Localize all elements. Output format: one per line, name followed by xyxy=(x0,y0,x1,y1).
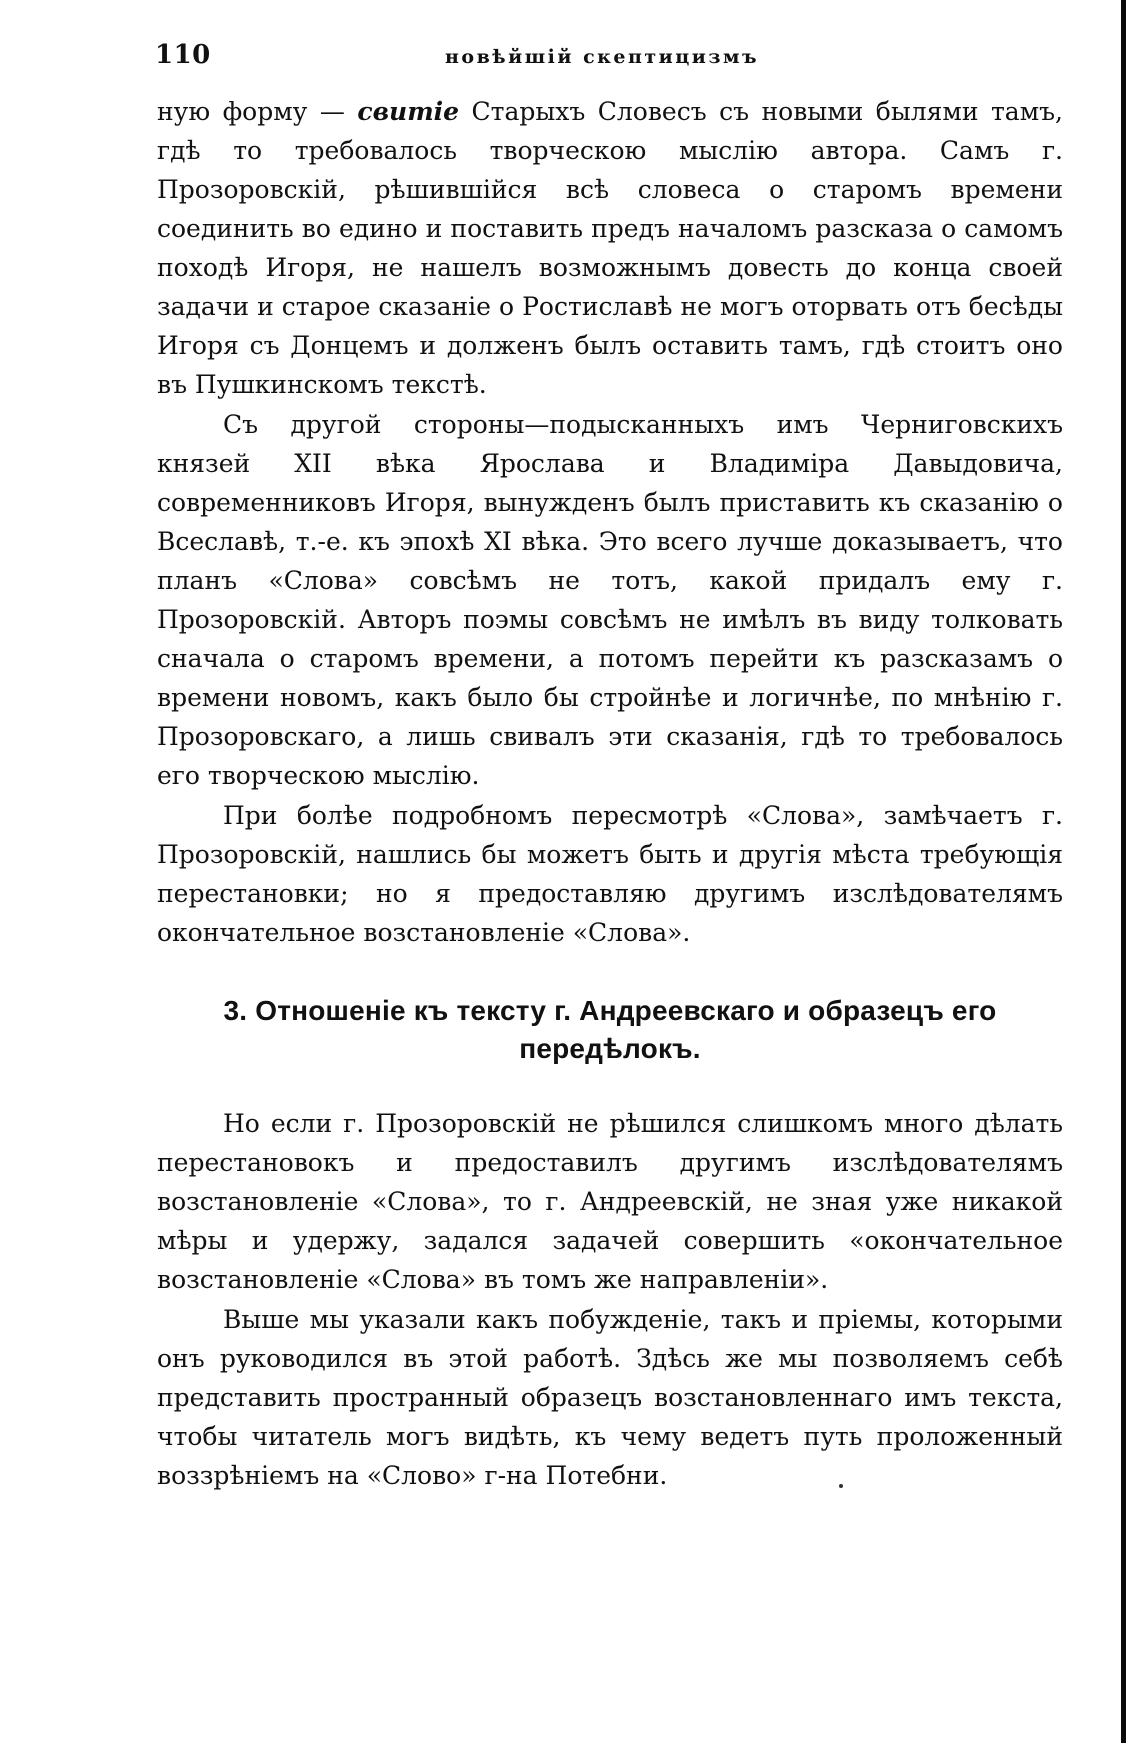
paragraph-1 xyxy=(157,92,1063,404)
paragraph-1-rest: Старыхъ Словесъ съ новыми былями тамъ, гдѣ то требовалось творческою мыслію автора. Самъ г. Прозоровскій, рѣшившійся всѣ словеса о старомъ времени соединить во едино и поставить предъ началомъ разсказа о самомъ походѣ Игоря, не нашелъ возможнымъ довесть до конца своей задачи и старое сказаніе о Ростиславѣ не могъ оторвать отъ бесѣды Игоря съ Донцемъ и долженъ былъ оставить тамъ, гдѣ стоитъ оно въ Пушкинскомъ текстѣ. xyxy=(157,97,1064,399)
page-body xyxy=(157,92,1063,1495)
page-edge-rule xyxy=(1121,0,1126,1743)
print-speck xyxy=(839,1484,843,1488)
page-header xyxy=(155,40,1063,80)
paragraph-5: Выше мы указали какъ побужденіе, такъ и пріемы, которыми онъ руководился въ этой работѣ. Здѣсь же мы позволяемъ себѣ представить пространный образецъ возстановленнаго имъ текста, чтобы читатель могъ видѣть, къ чему ведетъ путь проложенный воззрѣніемъ на «Слово» г-на Потебни. xyxy=(157,1305,1063,1490)
running-head: новѣйшій скептицизмъ xyxy=(445,46,760,68)
paragraph-2: Съ другой стороны—подысканныхъ имъ Черниговскихъ князей XII вѣка Ярослава и Владиміра Давыдовича, современниковъ Игоря, вынужденъ былъ приставить къ сказанію о Всеславѣ, т.-е. къ эпохѣ XI вѣка. Это всего лучше доказываетъ, что планъ «Слова» совсѣмъ не тотъ, какой придалъ ему г. Прозоровскій. Авторъ поэмы совсѣмъ не имѣлъ въ виду толковать сначала о старомъ времени, а потомъ перейти къ разсказамъ о времени новомъ, какъ было бы стройнѣе и логичнѣе, по мнѣнію г. Прозоровскаго, а лишь свивалъ эти сказанія, гдѣ то требовалось его творческою мыслію. xyxy=(157,410,1063,790)
paragraph-4: Но если г. Прозоровскій не рѣшился слишкомъ много дѣлать перестановокъ и предоставилъ другимъ изслѣдователямъ возстановленіе «Слова», то г. Андреевскій, не зная уже никакой мѣры и удержу, задался задачей совершить «окончательное возстановленіе «Слова» въ томъ же направленіи». xyxy=(157,1109,1063,1294)
paragraph-3: При болѣе подробномъ пересмотрѣ «Слова», замѣчаетъ г. Прозоровскій, нашлись бы можетъ быть и другія мѣста требующія перестановки; но я предоставляю другимъ изслѣдователямъ окончательное возстановленіе «Слова». xyxy=(157,801,1063,947)
paragraph-1-emphasis: свитіе xyxy=(357,97,460,126)
section-heading: 3. Отношеніе къ тексту г. Андреевскаго и образецъ его передѣлокъ. xyxy=(223,995,997,1064)
page-number: 110 xyxy=(155,40,211,70)
paragraph-1-start: ную форму — xyxy=(157,97,358,126)
